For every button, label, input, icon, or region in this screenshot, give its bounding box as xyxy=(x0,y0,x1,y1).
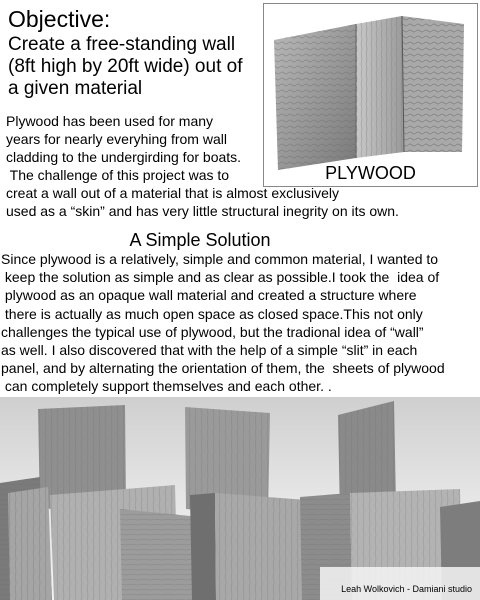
wall-model-image xyxy=(0,397,480,600)
photo-caption: PLYWOOD xyxy=(325,163,416,183)
section-heading: A Simple Solution xyxy=(129,230,271,250)
photo-credit: Leah Wolkovich - Damiani studio xyxy=(341,584,472,594)
solution-paragraph: Since plywood is a relatively, simple and common material, I wanted to keep the solution as simple and as clear as possible.I took the idea of plywood as an opaque wall material and created a structure where there is actually as much open space as closed space.This not only challenges the typical use of plywood, but the tradional idea of “wall” as well. I also discovered that with the help of a simple “slit” in each panel, and by alternating the orientation of them, the sheets of plywood can completely support themselves and each other. . xyxy=(1,251,445,395)
plywood-wall-model-photo xyxy=(0,397,480,600)
objective-statement: Create a free-standing wall (8ft high by 20ft wide) out of a given material xyxy=(8,34,243,99)
page-title: Objective: xyxy=(8,6,111,32)
intro-paragraph: Plywood has been used for many years for nearly everyhing from wall cladding to the undergirding for boats. The challenge of this project was to creat a wall out of a material that is almost exclusively used as a “skin” and has very little structural inegrity on its own. xyxy=(6,113,399,219)
